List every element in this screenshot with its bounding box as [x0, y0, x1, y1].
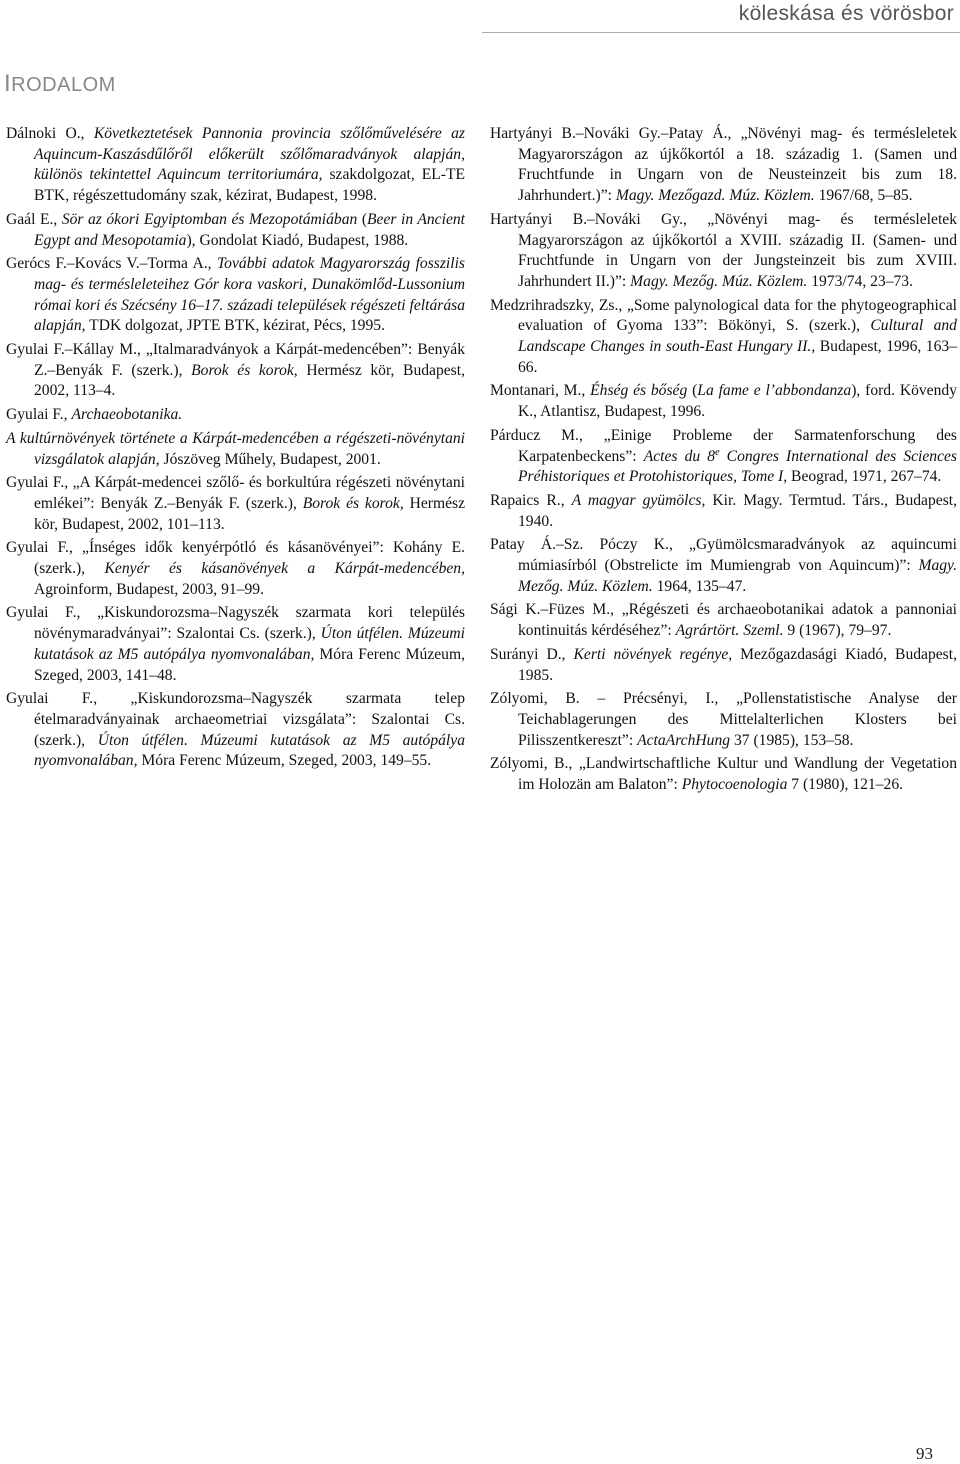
reference-title-italic: Cultural and Landscape Changes in south-East Hungary II. [518, 317, 957, 356]
reference-text: Dálnoki O., [6, 125, 94, 142]
reference-text: Sági K.–Füzes M., „Régészeti és archaeobotanikai adatok a pannoniai kontinuitás kérdéséhez”: [490, 601, 957, 640]
reference-text: ), ford. Kövendy K., Atlantisz, Budapest, 1996. [518, 382, 957, 421]
reference-title-italic: A kultúrnövények története a Kárpát-medencében a régészeti-növénytani vizsgálatok alapján, [6, 429, 465, 468]
reference-text: szakdolgozat, EL-TE BTK, régészettudomány szak, kézirat, Budapest, 1998. [34, 166, 465, 205]
reference-text: Rapaics R., [490, 491, 572, 509]
reference-title-italic: Borok és korok, [302, 494, 404, 512]
reference-text: Gyulai F., [6, 406, 72, 424]
reference-text: 1964, 135–47. [652, 577, 747, 595]
reference-text: Hartyányi B.–Nováki Gy., „Növényi mag- és termésleletek Magyarországon az újkőkortól a XVIII. századig II. (Samen- und Fruchtfunde in Ungarn von der Jungsteinzeit bis zum XVIII. Jahrhundert II.)”: [490, 210, 957, 290]
reference-text: Móra Ferenc Múzeum, Szeged, 2003, 141–48. [34, 645, 465, 684]
reference-title-italic: ActaArchHung [637, 731, 731, 749]
reference-entry [6, 689, 465, 772]
reference-title-italic: Agrártört. Szeml. [675, 622, 784, 640]
reference-entry [490, 689, 957, 751]
reference-entry [490, 645, 957, 686]
reference-text: 9 (1967), 79–97. [783, 622, 892, 640]
reference-text: Gaál E., [6, 210, 62, 228]
reference-title-italic: Borok és korok, [191, 361, 298, 379]
reference-text: Agroinform, Budapest, 2003, 91–99. [34, 580, 264, 598]
reference-text: , Budapest, 1996, 163–66. [518, 338, 957, 376]
reference-title-italic: Magy. Mezőgazd. Múz. Közlem. [615, 187, 815, 205]
reference-title-italic: A magyar gyümölcs, [571, 491, 706, 509]
reference-entry [490, 426, 957, 488]
reference-entry [490, 754, 957, 795]
reference-entry [490, 491, 957, 532]
reference-entry [6, 429, 465, 470]
reference-entry [6, 603, 465, 686]
reference-text: Mezőgazdasági Kiadó, Budapest, 1985. [518, 645, 957, 684]
references-left-column [6, 124, 465, 775]
reference-text: Beograd, 1971, 267–74. [787, 468, 942, 486]
reference-title-italic: La fame e l’abbondanza [697, 382, 852, 400]
reference-title-italic: Phytocoenologia [681, 776, 788, 794]
reference-text: Patay Á.–Sz. Póczy K., „Gyümölcsmaradványok az aquincumi múmiasírból (Obstrelicte im Mumiengrab von Aquincum)”: [490, 536, 957, 575]
reference-title-italic: Congres International des Sciences Préhistoriques et Protohistoriques, Tome I, [518, 447, 957, 486]
reference-entry [6, 405, 465, 426]
reference-text: Montanari, M., [490, 382, 591, 400]
reference-title-italic: Sör az ókori Egyiptomban és Mezopotámiában [61, 210, 358, 228]
reference-text: Surányi D., [490, 645, 574, 663]
reference-text: Gyulai F., „Ínséges idők kenyérpótló és kásanövényei”: Kohány E. (szerk.), [6, 539, 465, 578]
reference-entry [6, 340, 465, 402]
reference-entry [490, 535, 957, 597]
reference-title-italic: További adatok Magyarország fosszilis mag- és termésleleteihez Gór kora vaskori, Dunakömlőd-Lussonium római kori és Szécsény 16–17. századi települések régészeti feltárása alapján, [34, 255, 466, 335]
references-right-column [490, 124, 957, 799]
page-number: 93 [916, 1444, 933, 1463]
reference-entry [6, 254, 465, 337]
reference-text: ), Gondolat Kiadó, Budapest, 1988. [186, 231, 409, 249]
page-header-title: köleskása és vörösbor [738, 2, 954, 25]
header-divider [482, 32, 960, 33]
reference-title-italic: e [715, 446, 720, 458]
section-title-rest: RODALOM [11, 74, 116, 96]
reference-title-italic: Magy. Mezőg. Múz. Közlem. [518, 557, 957, 595]
reference-text: Gyulai F., „Kiskundorozsma–Nagyszék szarmata kori település növénymaradványai”: Szalontai Cs. (szerk.), [6, 604, 465, 643]
reference-entry [490, 210, 957, 293]
reference-text: Gyulai F., „A Kárpát-medencei szőlő- és borkultúra régészeti növénytani emlékei”: Benyák Z.–Benyák F. (szerk.), [6, 474, 465, 512]
reference-text: Párducz M., „Einige Probleme der Sarmatenforschung des Karpatenbeckens”: [490, 426, 957, 465]
reference-text: Jószöveg Műhely, Budapest, 2001. [159, 450, 381, 468]
reference-entry [490, 600, 957, 641]
reference-entry [6, 473, 465, 535]
reference-text: 1973/74, 23–73. [807, 272, 914, 290]
reference-title-italic: Úton útfélen. Múzeumi kutatások az M5 autópálya nyomvonalában, [34, 731, 465, 770]
reference-text: Hermész kör, Budapest, 2002, 113–4. [34, 361, 465, 400]
reference-text: 7 (1980), 121–26. [787, 776, 904, 794]
reference-title-italic: Kenyér és kásanövények a Kárpát-medencében, [104, 560, 465, 578]
reference-text: 1967/68, 5–85. [814, 187, 913, 205]
reference-entry [490, 381, 957, 422]
reference-text: Hartyányi B.–Nováki Gy.–Patay Á., „Növényi mag- és termésleletek Magyarországon az újkőkortól a 18. századig 1. (Samen und Fruchtfunde in Ungarn von de Neusteinzeit bis zum 18. Jahrhundert.)”: [490, 125, 957, 205]
reference-title-italic: Beer in Ancient Egypt and Mesopotamia [34, 210, 465, 249]
reference-text: TDK dolgozat, JPTE BTK, kézirat, Pécs, 1995. [85, 317, 385, 335]
section-title-initial: I [4, 70, 12, 97]
reference-text: Gyulai F., „Kiskundorozsma–Nagyszék szarmata telep ételmaradványainak archaeometriai vizsgálata”: Szalontai Cs. (szerk.), [6, 690, 465, 749]
reference-text: ( [687, 382, 698, 400]
reference-text: 37 (1985), 153–58. [730, 731, 854, 749]
section-title [4, 70, 116, 98]
reference-title-italic: Actes du 8 [643, 447, 716, 465]
reference-text: ( [357, 210, 368, 228]
reference-text: Medzrihradszky, Zs., „Some palynological data for the phytogeographical evaluation of Gyoma 133”: Bökönyi, S. (szerk.), [490, 296, 957, 335]
reference-entry [490, 296, 957, 379]
reference-entry [6, 124, 465, 207]
reference-title-italic: Kerti növények regénye, [573, 645, 733, 663]
reference-text: Móra Ferenc Múzeum, Szeged, 2003, 149–55. [137, 752, 432, 770]
reference-title-italic: Magy. Mezőg. Múz. Közlem. [630, 272, 808, 290]
reference-text: Zólyomi, B. – Précsényi, I., „Pollenstatistische Analyse der Teichablagerungen des Mittelalterlichen Klosters bei Pilisszentkereszt”: [490, 690, 957, 749]
reference-text: Hermész kör, Budapest, 2002, 101–113. [34, 494, 465, 533]
reference-title-italic: Úton útfélen. Múzeumi kutatások az M5 autópálya nyomvonalában, [34, 625, 465, 663]
reference-entry [490, 124, 957, 207]
reference-text: Zólyomi, B., „Landwirtschaftliche Kultur und Wandlung der Vegetation im Holozän am Balaton”: [490, 755, 957, 794]
reference-title-italic: Következtetések Pannonia provincia szőlőművelésére az Aquincum-Kaszásdűlőről előkerült szőlőmaradványok alapján, különös tekintettel Aquincum territoriumára, [34, 125, 465, 184]
reference-title-italic: Archaeobotanika. [71, 406, 183, 424]
reference-text: Gerócs F.–Kovács V.–Torma A., [6, 255, 217, 273]
reference-title-italic: Éhség és bőség [590, 382, 688, 400]
reference-entry [6, 538, 465, 600]
reference-text: Kir. Magy. Termtud. Társ., Budapest, 1940. [518, 491, 957, 530]
reference-text: Gyulai F.–Kállay M., „Italmaradványok a Kárpát-medencében”: Benyák Z.–Benyák F. (szerk.), [6, 341, 465, 379]
reference-entry [6, 210, 465, 251]
